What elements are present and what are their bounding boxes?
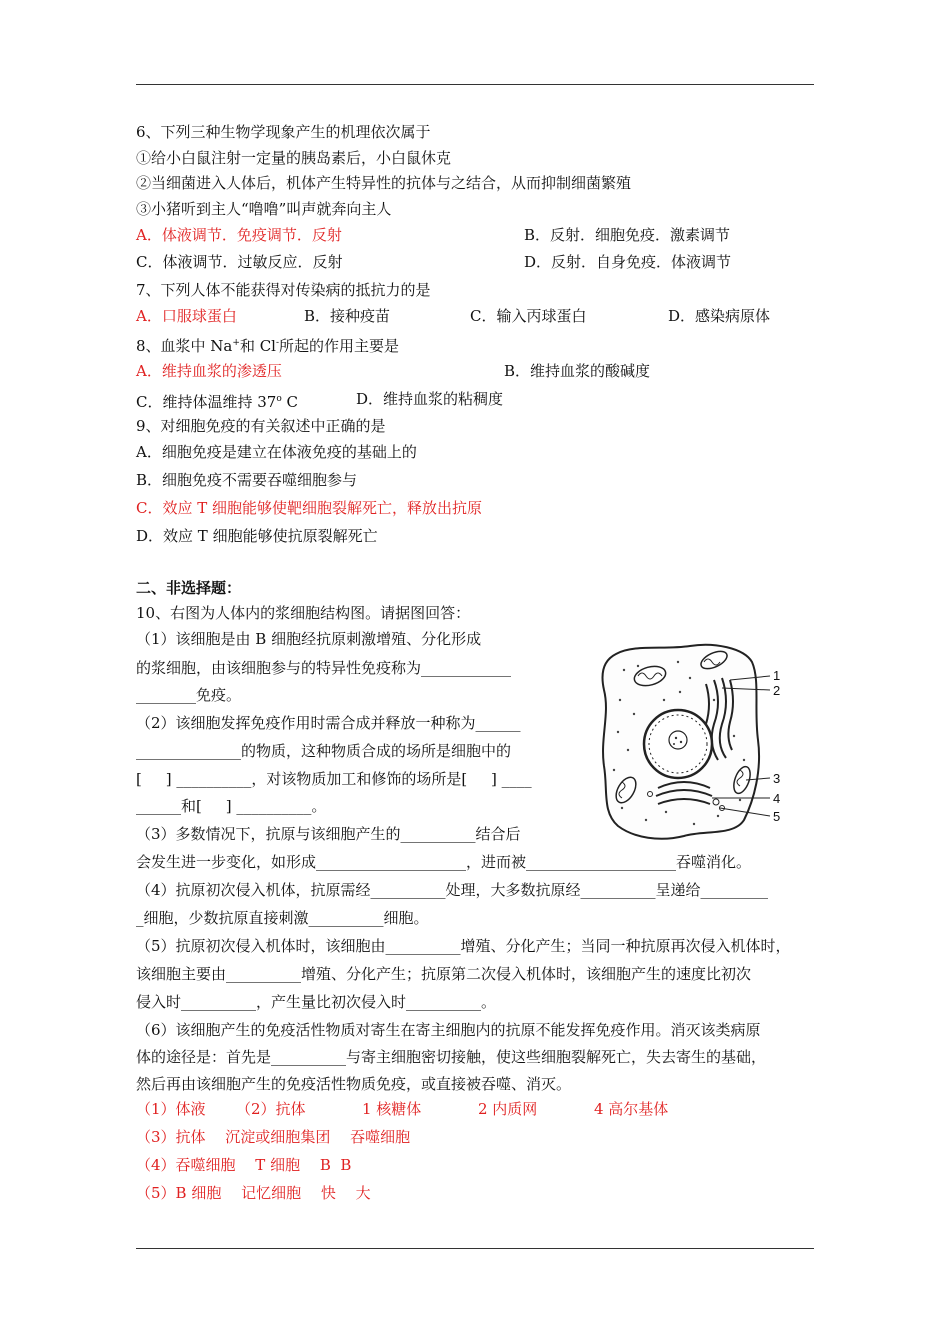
figure-label-3: 3	[773, 771, 781, 786]
figure-label-2: 2	[773, 683, 781, 698]
figure-label-4: 4	[773, 791, 781, 806]
q7-option-d: D．感染病原体	[668, 307, 771, 325]
q9-option-d: D．效应 T 细胞能够使抗原裂解死亡	[136, 527, 378, 545]
q10-part4-line2: _细胞，少数抗原直接刺激__________细胞。	[136, 909, 429, 927]
q10-part6-line2: 体的途径是：首先是__________与寄主细胞密切接触，使这些细胞裂解死亡，失去寄生的基础，	[136, 1048, 767, 1066]
nucleolus	[669, 731, 687, 749]
q6-option-a: A．体液调节．免疫调节．反射	[136, 226, 342, 244]
q10-part1-line1: （1）该细胞是由 B 细胞经抗原刺激增殖、分化形成	[136, 630, 482, 648]
q10-part6-line3: 然后再由该细胞产生的免疫活性物质免疫，或直接被吞噬、消灭。	[136, 1075, 572, 1093]
q10-part5-line3: 侵入时__________，产生量比初次侵入时__________。	[136, 993, 497, 1011]
q9-stem: 9、对细胞免疫的有关叙述中正确的是	[136, 417, 386, 435]
q6-item-1: ①给小白鼠注射一定量的胰岛素后，小白鼠休克	[136, 149, 452, 167]
q10-part4-line1: （4）抗原初次侵入机体，抗原需经__________处理，大多数抗原经__________呈递给_________	[136, 881, 769, 899]
q10-part3-line1: （3）多数情况下，抗原与该细胞产生的__________结合后	[136, 825, 521, 843]
q9-option-c: C．效应 T 细胞能够使靶细胞裂解死亡，释放出抗原	[136, 499, 483, 517]
answer-2-golgi: 4 高尔基体	[594, 1100, 669, 1118]
header-rule	[136, 84, 814, 85]
q6-option-b: B．反射．细胞免疫．激素调节	[524, 226, 731, 244]
q9-option-a: A．细胞免疫是建立在体液免疫的基础上的	[136, 443, 417, 461]
answer-4: （4）吞噬细胞 T 细胞 B B	[136, 1156, 352, 1174]
q10-part5-line1: （5）抗原初次侵入机体时，该细胞由__________增殖、分化产生；当同一种抗原再次侵入机体时，	[136, 937, 791, 955]
figure-label-5: 5	[773, 809, 781, 824]
q8-stem: 8、血浆中 Na+和 Cl-所起的作用主要是	[136, 337, 400, 355]
q7-option-a: A．口服球蛋白	[136, 307, 237, 325]
q6-option-c: C．体液调节．过敏反应．反射	[136, 253, 343, 271]
q9-option-b: B．细胞免疫不需要吞噬细胞参与	[136, 471, 358, 489]
section-heading: 二、非选择题：	[136, 579, 242, 597]
q6-option-d: D．反射．自身免疫．体液调节	[524, 253, 732, 271]
q10-part1-line2: 的浆细胞，由该细胞参与的特异性免疫称为____________	[136, 659, 512, 677]
q10-part2-line4: ______和[ ] __________。	[136, 797, 327, 815]
q7-option-c: C．输入丙球蛋白	[470, 307, 587, 325]
q7-stem: 7、下列人体不能获得对传染病的抵抗力的是	[136, 281, 431, 299]
answer-2-ribosome: 1 核糖体	[362, 1100, 422, 1118]
q8-option-d: D．维持血浆的粘稠度	[356, 390, 504, 408]
q6-item-2: ②当细菌进入人体后，机体产生特异性的抗体与之结合，从而抑制细菌繁殖	[136, 174, 632, 192]
q6-item-3: ③小猪听到主人“噜噜”叫声就奔向主人	[136, 200, 392, 218]
q10-part3-line2: 会发生进一步变化，如形成____________________，进而被____________________吞噬消化。	[136, 853, 752, 871]
q8-option-b: B．维持血浆的酸碱度	[504, 362, 651, 380]
figure-label-1: 1	[773, 668, 781, 683]
answer-5: （5）B 细胞 记忆细胞 快 大	[136, 1184, 371, 1202]
q6-stem: 6、下列三种生物学现象产生的机理依次属于	[136, 123, 431, 141]
answer-1: （1）体液	[136, 1100, 206, 1118]
q10-part1-line3: ________免疫。	[136, 686, 242, 704]
answer-2-er: 2 内质网	[478, 1100, 538, 1118]
plasma-cell-diagram	[594, 640, 790, 846]
q7-option-b: B．接种疫苗	[304, 307, 391, 325]
answer-2: （2）抗体	[236, 1100, 306, 1118]
q8-option-c: C．维持体温维持 37$^o$ C	[136, 393, 299, 411]
q10-part2-line3: [ ] __________，对该物质加工和修饰的场所是[ ] ____	[136, 770, 532, 788]
answer-3: （3）抗体 沉淀或细胞集团 吞噬细胞	[136, 1128, 411, 1146]
q10-part6-line1: （6）该细胞产生的免疫活性物质对寄生在寄主细胞内的抗原不能发挥免疫作用。消灭该类病原	[136, 1021, 761, 1039]
q10-stem: 10、右图为人体内的浆细胞结构图。请据图回答：	[136, 604, 471, 622]
q8-sup-plus: +	[232, 338, 240, 348]
footer-rule	[136, 1248, 814, 1249]
q10-part2-line2: ______________的物质，这种物质合成的场所是细胞中的	[136, 742, 512, 760]
q8-sup-minus: -	[275, 338, 280, 348]
q8-option-a: A．维持血浆的渗透压	[136, 362, 282, 380]
q10-part5-line2: 该细胞主要由__________增殖、分化产生；抗原第二次侵入机体时，该细胞产生的速度比初次	[136, 965, 752, 983]
q10-part2-line1: （2）该细胞发挥免疫作用时需合成并释放一种称为______	[136, 714, 521, 732]
